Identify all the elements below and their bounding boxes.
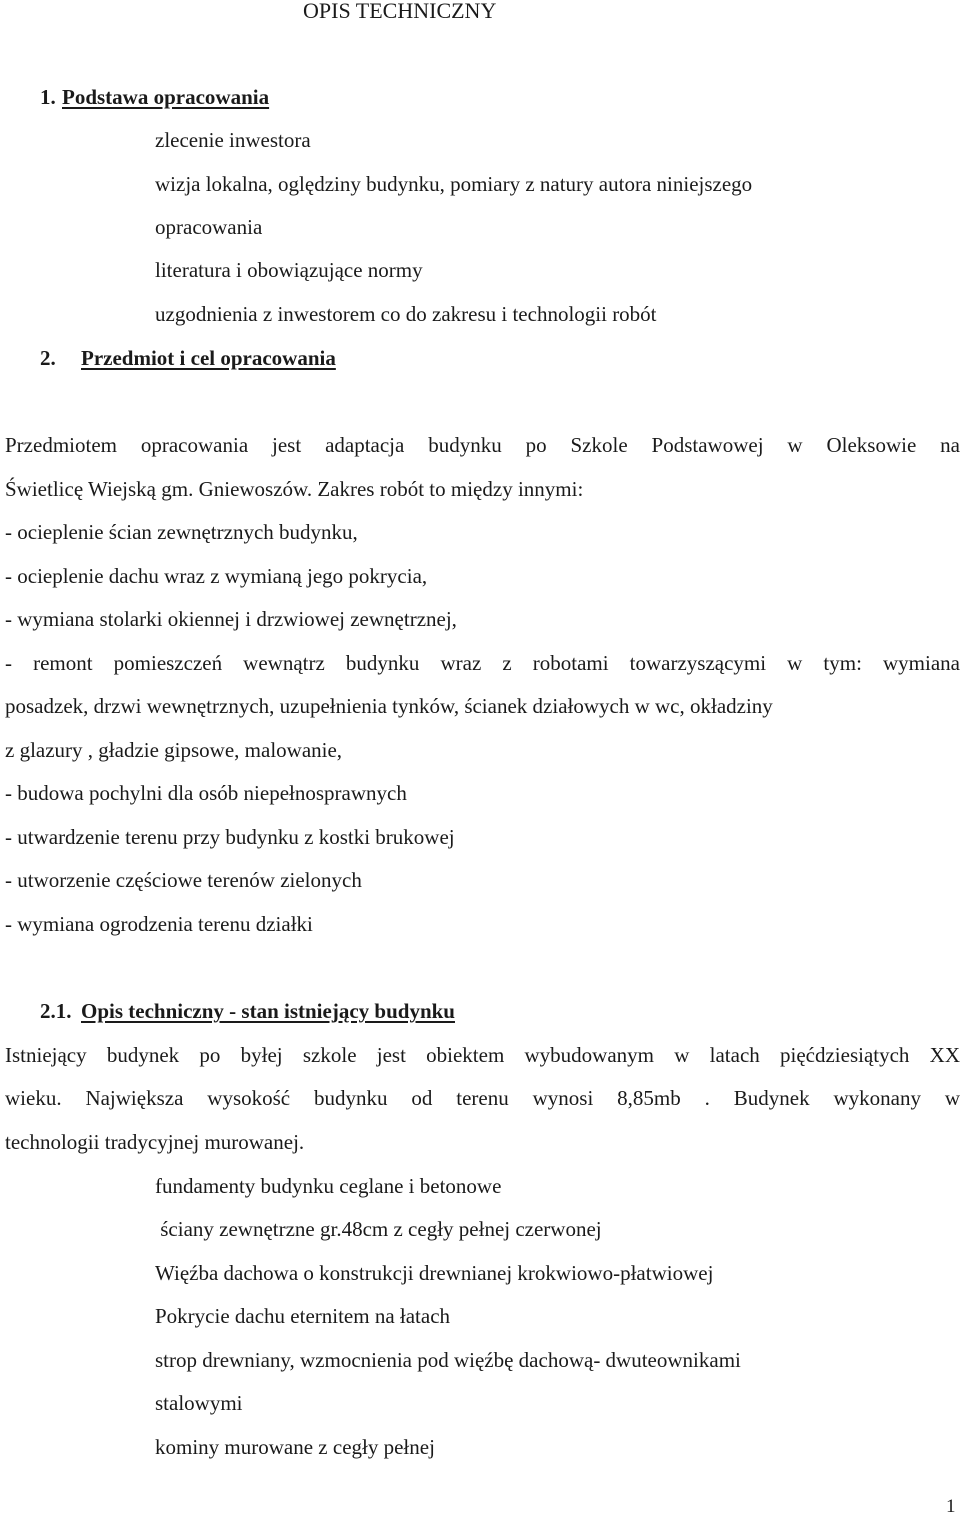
section-1-item: literatura i obowiązujące normy: [155, 258, 423, 282]
building-element-item: kominy murowane z cegły pełnej: [155, 1435, 435, 1459]
scope-list-item: - ocieplenie ścian zewnętrznych budynku,: [5, 520, 358, 544]
scope-list-item: posadzek, drzwi wewnętrznych, uzupełnienia tynków, ścianek działowych w wc, okładziny: [5, 694, 773, 718]
section-1-number: 1.: [40, 85, 56, 109]
section-2-heading: Przedmiot i cel opracowania: [81, 346, 336, 370]
document-title: OPIS TECHNICZNY: [303, 0, 497, 23]
section-2-number: 2.: [40, 346, 56, 370]
section-1-item: uzgodnienia z inwestorem co do zakresu i technologii robót: [155, 302, 657, 326]
building-element-item: ściany zewnętrzne gr.48cm z cegły pełnej czerwonej: [155, 1217, 602, 1241]
section-2-paragraph-line: Świetlicę Wiejską gm. Gniewoszów. Zakres robót to między innymi:: [5, 477, 584, 501]
building-element-item: fundamenty budynku ceglane i betonowe: [155, 1174, 502, 1198]
section-1-heading: Podstawa opracowania: [62, 85, 270, 109]
building-element-item: Pokrycie dachu eternitem na łatach: [155, 1304, 451, 1328]
scope-list-item: - utwardzenie terenu przy budynku z kostki brukowej: [5, 825, 455, 849]
section-2-1-number: 2.1.: [40, 999, 72, 1023]
building-element-item: Więźba dachowa o konstrukcji drewnianej krokwiowo-płatwiowej: [155, 1261, 714, 1285]
scope-list-item: - budowa pochylni dla osób niepełnosprawnych: [5, 781, 407, 805]
scope-list-item: - ocieplenie dachu wraz z wymianą jego pokrycia,: [5, 564, 428, 588]
page-number: 1: [946, 1496, 956, 1517]
section-1-item: zlecenie inwestora: [155, 128, 311, 152]
section-1-item: opracowania: [155, 215, 263, 239]
building-element-item: strop drewniany, wzmocnienia pod więźbę dachową- dwuteownikami: [155, 1348, 741, 1372]
scope-list-item: z glazury , gładzie gipsowe, malowanie,: [5, 738, 343, 762]
scope-list-item: - utworzenie częściowe terenów zielonych: [5, 868, 362, 892]
scope-list-item: - wymiana ogrodzenia terenu działki: [5, 912, 313, 936]
scope-list-item: - wymiana stolarki okiennej i drzwiowej zewnętrznej,: [5, 607, 457, 631]
section-2-1-paragraph-line: Istniejący budynek po byłej szkole jest obiektem wybudowanym w latach pięćdziesiątych XX: [5, 1043, 960, 1067]
scope-list-item: - remont pomieszczeń wewnątrz budynku wraz z robotami towarzyszącymi w tym: wymiana: [5, 651, 960, 675]
section-2-1-heading: Opis techniczny - stan istniejący budynku: [81, 999, 455, 1023]
section-2-paragraph-line: Przedmiotem opracowania jest adaptacja budynku po Szkole Podstawowej w Oleksowie na: [5, 433, 960, 457]
section-1-item: wizja lokalna, oględziny budynku, pomiary z natury autora niniejszego: [155, 172, 753, 196]
section-2-1-paragraph-line: wieku. Największa wysokość budynku od terenu wynosi 8,85mb . Budynek wykonany w: [5, 1086, 960, 1110]
section-2-1-paragraph-line: technologii tradycyjnej murowanej.: [5, 1130, 305, 1154]
building-element-item: stalowymi: [155, 1391, 243, 1415]
